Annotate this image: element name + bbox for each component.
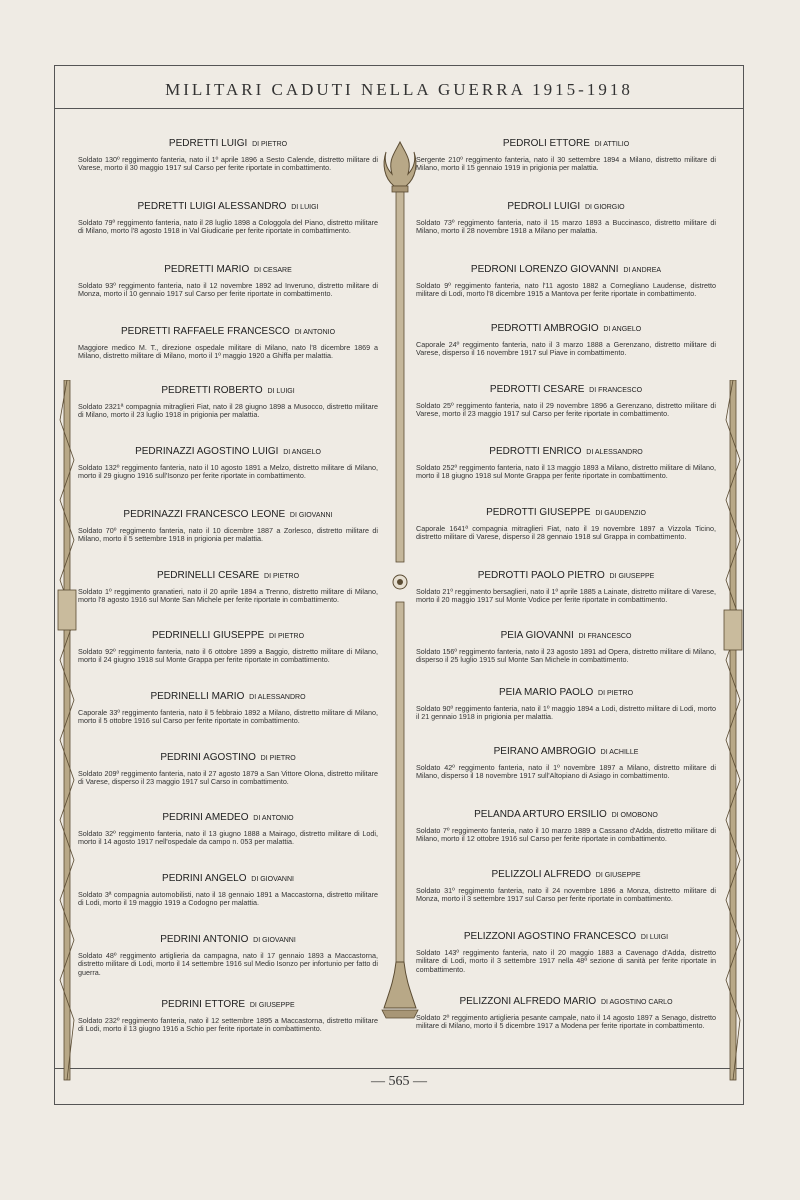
entry-text: Soldato 209º reggimento fanteria, nato il 27 agosto 1879 a San Vittore Olona, distretto militare di Varese, disperso il 23 maggio 1917 sul Carso in combattimento.	[78, 769, 378, 787]
list-item	[78, 446, 378, 481]
entry-text: Caporale 1641ª compagnia mitraglieri Fiat, nato il 19 novembre 1897 a Vizzola Ticino, distretto militare di Varese, disperso il 28 gennaio 1918 sul Grappa in combattimento.	[416, 524, 716, 542]
list-item	[416, 869, 716, 904]
entry-text: Soldato 156º reggimento fanteria, nato il 23 agosto 1891 ad Opera, distretto militare di Milano, disperso il 25 luglio 1915 sul Monte San Michele in combattimento.	[416, 647, 716, 665]
list-item	[78, 999, 378, 1034]
entry-name: PEDRINELLI GIUSEPPE	[151, 630, 265, 641]
entry-text: Soldato 2321ª compagnia mitraglieri Fiat, nato il 28 giugno 1898 a Musocco, distretto militare di Milano, morto il 23 luglio 1918 in prigionia per malattia.	[78, 402, 378, 420]
entry-father: DI ANTONIO	[294, 329, 336, 336]
list-item	[416, 570, 716, 605]
entry-text: Soldato 2º reggimento artiglieria pesante campale, nato il 14 agosto 1897 a Senago, distretto militare di Milano, morto il 5 dicembre 1917 a Modena per ferite riportate in combattimento.	[416, 1013, 716, 1031]
entry-text: Caporale 33º reggimento fanteria, nato il 5 febbraio 1892 a Milano, distretto militare di Milano, morto il 5 ottobre 1916 sul Carso per ferite riportate in combattimento.	[78, 708, 378, 726]
entry-text: Soldato 48º reggimento artiglieria da campagna, nato il 17 gennaio 1893 a Maccastorna, distretto militare di Lodi, morto il 14 settembre 1916 sul Medio Isonzo per infortunio per fatto di guerra.	[78, 951, 378, 977]
entry-text: Soldato 25º reggimento fanteria, nato il 29 novembre 1896 a Gerenzano, distretto militare di Varese, morto il 23 maggio 1917 sul Carso per ferite riportate in combattimento.	[416, 401, 716, 419]
entry-father: DI GAUDENZIO	[595, 510, 646, 517]
page-number: — 565 —	[371, 1074, 427, 1089]
right-margin-ornament	[722, 380, 744, 1100]
entry-father: DI PIETRO	[598, 690, 634, 697]
entry-name: PELIZZONI ALFREDO MARIO	[459, 996, 597, 1007]
entry-text: Soldato 93º reggimento fanteria, nato il 12 novembre 1892 ad Inveruno, distretto militare di Monza, morto il 10 gennaio 1917 sul Carso per ferite riportate in combattimento.	[78, 281, 378, 299]
entry-father: DI GIUSEPPE	[609, 573, 655, 580]
list-item	[416, 384, 716, 419]
list-item	[416, 687, 716, 722]
footer-rule	[54, 1068, 744, 1069]
entry-name: PEDRINAZZI FRANCESCO LEONE	[123, 509, 286, 520]
entry-father: DI GIUSEPPE	[249, 1002, 295, 1009]
list-item	[416, 809, 716, 844]
entry-father: DI OMOBONO	[611, 812, 658, 819]
entry-name: PEDROTTI AMBROGIO	[490, 323, 599, 334]
entry-text: Maggiore medico M. T., direzione ospedale militare di Milano, nato l'8 dicembre 1869 a Milano, distretto militare di Milano, morto il 1º maggio 1920 a Ghiffa per malattia.	[78, 343, 378, 361]
entry-text: Soldato 7º reggimento fanteria, nato il 10 marzo 1889 a Cassano d'Adda, distretto militare di Milano, morto il 12 ottobre 1916 sul Carso per ferite riportate in combattimento.	[416, 826, 716, 844]
entry-name: PEIA MARIO PAOLO	[498, 687, 594, 698]
entry-father: DI ALESSANDRO	[249, 694, 306, 701]
entry-text: Caporale 24º reggimento fanteria, nato il 3 marzo 1888 a Gerenzano, distretto militare di Varese, disperso il 16 novembre 1917 sul Piave in combattimento.	[416, 340, 716, 358]
entry-name: PELIZZOLI ALFREDO	[491, 869, 591, 880]
list-item	[416, 201, 716, 236]
entry-name: PEDROTTI CESARE	[489, 384, 585, 395]
entry-name: PEDRETTI ROBERTO	[161, 385, 263, 396]
entry-father: DI GIOVANNI	[251, 876, 294, 883]
entry-text: Soldato 73º reggimento fanteria, nato il 15 marzo 1893 a Buccinasco, distretto militare di Milano, morto il 28 novembre 1918 a Milano per malattia.	[416, 218, 716, 236]
entry-text: Soldato 92º reggimento fanteria, nato il 6 ottobre 1899 a Baggio, distretto militare di Milano, morto il 24 giugno 1918 sul Monte Grappa per ferite riportate in combattimento.	[78, 647, 378, 665]
entry-text: Soldato 32º reggimento fanteria, nato il 13 giugno 1888 a Mairago, distretto militare di Lodi, morto il 14 agosto 1917 nell'ospedale da campo n. 053 per malattia.	[78, 829, 378, 847]
entry-text: Soldato 130º reggimento fanteria, nato il 1º aprile 1896 a Sesto Calende, distretto militare di Varese, morto il 30 maggio 1917 sul Carso per ferite riportate in combattimento.	[78, 155, 378, 173]
list-item	[416, 446, 716, 481]
center-torch-ornament	[380, 140, 420, 1020]
list-item	[78, 201, 378, 236]
list-item	[78, 326, 378, 361]
entry-name: PEDRINI ANTONIO	[160, 934, 249, 945]
entry-father: DI GIORGIO	[584, 204, 625, 211]
entry-text: Soldato 79º reggimento fanteria, nato il 28 luglio 1898 a Cologgola del Piano, distretto militare di Milano, morto l'8 agosto 1918 in Val Giudicarie per ferite riportate in combattimento.	[78, 218, 378, 236]
entry-father: DI PIETRO	[260, 755, 296, 762]
list-item	[78, 691, 378, 726]
list-item	[78, 934, 378, 977]
entry-father: DI PIETRO	[252, 141, 288, 148]
list-item	[78, 138, 378, 173]
entry-text: Soldato 252º reggimento fanteria, nato il 13 maggio 1893 a Milano, distretto militare di Milano, morto il 18 giugno 1918 sul Monte Grappa per ferite riportate in combattimento.	[416, 463, 716, 481]
entry-name: PEDRETTI RAFFAELE FRANCESCO	[120, 326, 290, 337]
entry-father: DI ANGELO	[603, 326, 642, 333]
entry-text: Soldato 21º reggimento bersaglieri, nato il 1º aprile 1885 a Lainate, distretto militare di Varese, morto il 20 maggio 1917 sul Monte Vodice per ferite riportate in combattimento.	[416, 587, 716, 605]
entry-name: PEDRINAZZI AGOSTINO LUIGI	[135, 446, 279, 457]
page-title: MILITARI CADUTI NELLA GUERRA 1915-1918	[165, 80, 633, 99]
entry-text: Soldato 3ª compagnia automobilisti, nato il 18 gennaio 1891 a Maccastorna, distretto militare di Lodi, morto il 19 maggio 1919 a Codogno per malattia.	[78, 890, 378, 908]
entry-father: DI ATTILIO	[594, 141, 630, 148]
list-item	[78, 812, 378, 847]
entry-father: DI ALESSANDRO	[586, 449, 643, 456]
entry-name: PEDROLI LUIGI	[507, 201, 581, 212]
entry-name: PEDRETTI LUIGI ALESSANDRO	[137, 201, 287, 212]
entry-text: Soldato 9º reggimento fanteria, nato l'11 agosto 1882 a Cornegliano Laudense, distretto militare di Lodi, morto l'8 dicembre 1915 a Mantova per ferite riportate in combattimento.	[416, 281, 716, 299]
entry-father: DI ANGELO	[283, 449, 321, 456]
entry-name: PEDROTTI PAOLO PIETRO	[477, 570, 605, 581]
list-item	[78, 630, 378, 665]
entry-father: DI GIOVANNI	[253, 937, 296, 944]
entry-text: Sergente 210º reggimento fanteria, nato il 30 settembre 1894 a Milano, distretto militare di Milano, morto il 15 gennaio 1919 in prigionia per malattia.	[416, 155, 716, 173]
entry-name: PEDROTTI ENRICO	[489, 446, 582, 457]
entry-father: DI PIETRO	[269, 633, 305, 640]
list-item	[416, 746, 716, 781]
list-item	[416, 996, 716, 1031]
entry-father: DI ACHILLE	[600, 749, 639, 756]
entry-text: Soldato 132º reggimento fanteria, nato il 10 agosto 1891 a Melzo, distretto militare di Milano, morto il 29 giugno 1916 sull'Isonzo per ferite riportate in combattimento.	[78, 463, 378, 481]
list-item	[78, 264, 378, 299]
list-item	[416, 630, 716, 665]
list-item	[416, 507, 716, 542]
left-margin-ornament	[56, 380, 78, 1100]
entry-name: PEDRETTI LUIGI	[168, 138, 248, 149]
entry-father: DI GIUSEPPE	[595, 872, 641, 879]
entry-name: PEIA GIOVANNI	[500, 630, 574, 641]
list-item	[416, 138, 716, 173]
entry-father: DI GIOVANNI	[289, 512, 333, 519]
entry-text: Soldato 70º reggimento fanteria, nato il 10 dicembre 1887 a Zorlesco, distretto militare di Milano, morto il 5 settembre 1918 in prigionia per malattia.	[78, 526, 378, 544]
entry-name: PEDROLI ETTORE	[502, 138, 590, 149]
header-rule	[54, 108, 744, 109]
entry-text: Soldato 42º reggimento fanteria, nato il 1º novembre 1897 a Milano, distretto militare di Milano, disperso il 18 novembre 1917 sull'Altopiano di Asiago in combattimento.	[416, 763, 716, 781]
entry-name: PEDRETTI MARIO	[164, 264, 250, 275]
entry-text: Soldato 143º reggimento fanteria, nato il 20 maggio 1883 a Cavenago d'Adda, distretto militare di Lodi, morto il 3 settembre 1917 nella 48ª sezione di sanità per ferite riportate in combattimento.	[416, 948, 716, 974]
list-item	[416, 264, 716, 299]
list-item	[78, 570, 378, 605]
entry-name: PEDRINELLI MARIO	[150, 691, 245, 702]
list-item	[416, 931, 716, 974]
entry-father: DI PIETRO	[264, 573, 300, 580]
entry-father: DI FRANCESCO	[578, 633, 632, 640]
entry-father: DI ANDREA	[623, 267, 662, 274]
entry-name: PEDRINELLI CESARE	[156, 570, 260, 581]
entry-name: PEDRINI ETTORE	[161, 999, 246, 1010]
entry-father: DI AGOSTINO CARLO	[600, 999, 673, 1006]
entry-father: DI CESARE	[254, 267, 292, 274]
list-item	[78, 509, 378, 544]
entry-father: DI LUIGI	[640, 934, 669, 941]
list-item	[416, 323, 716, 358]
list-item	[78, 385, 378, 420]
entry-father: DI FRANCESCO	[589, 387, 643, 394]
entry-name: PEDROTTI GIUSEPPE	[486, 507, 591, 518]
entry-father: DI ANTONIO	[253, 815, 294, 822]
entry-name: PEIRANO AMBROGIO	[493, 746, 596, 757]
entry-name: PEDRINI AMEDEO	[162, 812, 249, 823]
entry-name: PELIZZONI AGOSTINO FRANCESCO	[463, 931, 637, 942]
entry-father: DI LUIGI	[291, 204, 319, 211]
list-item	[78, 873, 378, 908]
entry-father: DI LUIGI	[267, 388, 295, 395]
entry-name: PELANDA ARTURO ERSILIO	[474, 809, 607, 820]
entry-text: Soldato 1º reggimento granatieri, nato il 20 aprile 1894 a Trenno, distretto militare di Milano, morto l'8 agosto 1916 sul Monte San Michele per ferite riportate in combattimento.	[78, 587, 378, 605]
entry-name: PEDRONI LORENZO GIOVANNI	[470, 264, 619, 275]
entry-name: PEDRINI AGOSTINO	[160, 752, 256, 763]
entry-name: PEDRINI ANGELO	[162, 873, 247, 884]
entry-text: Soldato 90º reggimento fanteria, nato il 1º maggio 1894 a Lodi, distretto militare di Lodi, morto il 21 gennaio 1918 in prigionia per malattia.	[416, 704, 716, 722]
entry-text: Soldato 31º reggimento fanteria, nato il 24 novembre 1896 a Monza, distretto militare di Monza, morto il 3 settembre 1917 sul Carso per ferite riportate in combattimento.	[416, 886, 716, 904]
entry-text: Soldato 232º reggimento fanteria, nato il 12 settembre 1895 a Maccastorna, distretto militare di Lodi, morto il 13 giugno 1916 a Schio per ferite riportate in combattimento.	[78, 1016, 378, 1034]
list-item	[78, 752, 378, 787]
